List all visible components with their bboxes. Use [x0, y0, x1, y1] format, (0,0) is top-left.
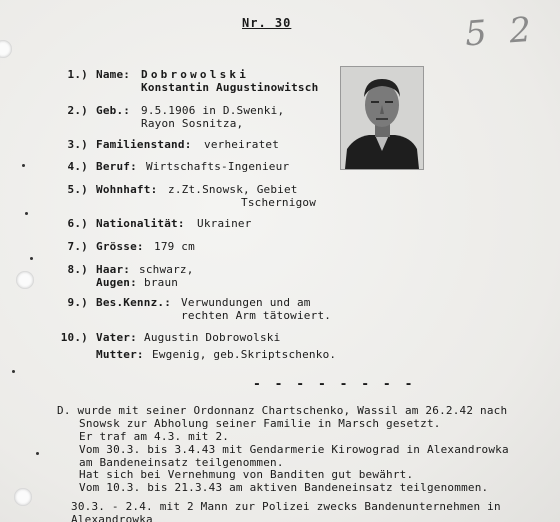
mark-dot	[25, 212, 28, 215]
narrative-line: Vom 10.3. bis 21.3.43 am aktiven Bandeneinsatz teilgenommen.	[79, 481, 489, 494]
field-value-eyes: braun	[144, 276, 179, 289]
field-value-occupation: Wirtschafts-Ingenieur	[146, 160, 290, 173]
mark-dot	[12, 370, 15, 373]
field-number: 3.)	[67, 138, 88, 151]
field-number: 5.)	[67, 183, 88, 196]
field-value-residence: z.Zt.Snowsk, Gebiet	[168, 183, 298, 196]
field-value-tattoo: rechten Arm tätowiert.	[181, 309, 332, 322]
narrative-line: Snowsk zur Abholung seiner Familie in Marsch gesetzt.	[79, 417, 441, 430]
field-value-surname: Dobrowolski	[141, 68, 250, 81]
field-value-birth: 9.5.1906 in D.Swenki,	[141, 104, 285, 117]
section-separator: - - - - - - - -	[253, 377, 416, 392]
punch-hole-top	[0, 40, 12, 58]
narrative-line: Vom 30.3. bis 3.4.43 mit Gendarmerie Kirowograd in Alexandrowka	[79, 443, 509, 456]
field-number: 9.)	[67, 296, 88, 309]
portrait-photo	[340, 66, 424, 170]
document-number: Nr. 30	[242, 16, 292, 30]
field-value-mother: Ewgenig, geb.Skriptschenko.	[152, 348, 337, 361]
field-value-given-names: Konstantin Augustinowitsch	[141, 81, 319, 94]
field-number: 2.)	[67, 104, 88, 117]
field-value-residence-region: Tschernigow	[241, 196, 317, 209]
field-number: 4.)	[67, 160, 88, 173]
field-number: 1.)	[67, 68, 88, 81]
narrative-line: Alexandrowka	[71, 513, 153, 522]
field-label-hair: Haar:	[96, 263, 131, 276]
field-label-eyes: Augen:	[96, 276, 137, 289]
narrative-line: D. wurde mit seiner Ordonnanz Chartschenko, Wassil am 26.2.42 nach	[57, 404, 508, 417]
field-label-residence: Wohnhaft:	[96, 183, 158, 196]
field-number: 7.)	[67, 240, 88, 253]
field-value-birth-region: Rayon Sosnitza,	[141, 117, 244, 130]
field-label-distinguishing-marks: Bes.Kennz.:	[96, 296, 172, 309]
field-value-father: Augustin Dobrowolski	[144, 331, 281, 344]
narrative-line: am Bandeneinsatz teilgenommen.	[79, 456, 284, 469]
field-label-marital-status: Familienstand:	[96, 138, 192, 151]
portrait-image	[341, 67, 423, 169]
field-label-name: Name:	[96, 68, 131, 81]
field-number: 8.)	[67, 263, 88, 276]
field-value-distinguishing-marks: Verwundungen und am	[181, 296, 311, 309]
narrative-line: Er traf am 4.3. mit 2.	[79, 430, 230, 443]
field-label-father: Vater:	[96, 331, 137, 344]
field-label-birth: Geb.:	[96, 104, 131, 117]
mark-dot	[22, 164, 25, 167]
field-value-hair: schwarz,	[139, 263, 194, 276]
mark-dot	[30, 257, 33, 260]
field-label-height: Grösse:	[96, 240, 144, 253]
handwritten-number: 5 2	[463, 9, 539, 55]
field-number: 6.)	[67, 217, 88, 230]
field-value-height: 179 cm	[154, 240, 195, 253]
narrative-line: Hat sich bei Vernehmung von Banditen gut bewährt.	[79, 468, 414, 481]
field-value-marital-status: verheiratet	[204, 138, 280, 151]
field-label-occupation: Beruf:	[96, 160, 137, 173]
field-value-nationality: Ukrainer	[197, 217, 252, 230]
punch-hole-bottom	[14, 488, 32, 506]
mark-dot	[36, 452, 39, 455]
field-label-mother: Mutter:	[96, 348, 144, 361]
field-number: 10.)	[60, 331, 88, 344]
field-label-nationality: Nationalität:	[96, 217, 185, 230]
narrative-line: 30.3. - 2.4. mit 2 Mann zur Polizei zwecks Bandenunternehmen in	[71, 500, 501, 513]
